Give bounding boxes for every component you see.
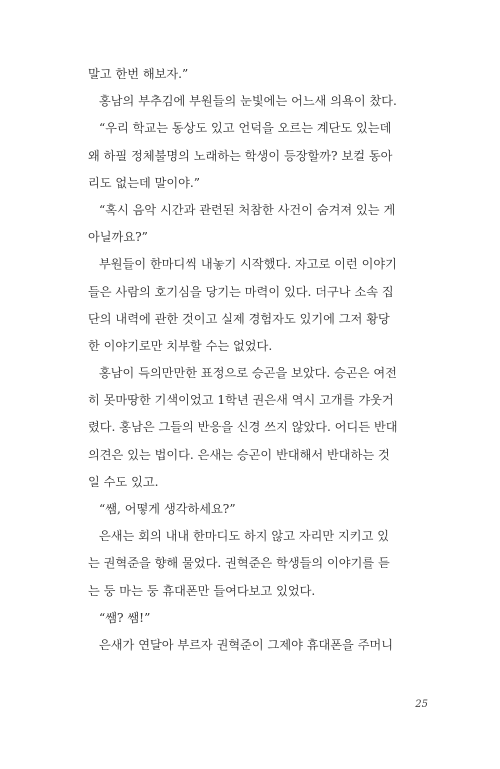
text-line: 은새가 연달아 부르자 권혁준이 그제야 휴대폰을 주머니	[99, 637, 394, 652]
text-line: 렸다. 홍남은 그들의 반응을 신경 쓰지 않았다. 어디든 반대	[88, 420, 398, 435]
text-line: 들은 사람의 호기심을 당기는 마력이 있다. 더구나 소속 집	[88, 284, 394, 299]
text-line: “혹시 음악 시간과 관련된 처참한 사건이 숨겨져 있는 게	[99, 202, 396, 217]
text-line: 왜 하필 정체불명의 노래하는 학생이 등장할까? 보컬 동아	[88, 148, 393, 163]
page-number: 25	[415, 699, 428, 710]
body-text	[88, 61, 430, 659]
text-line: 부원들이 한마디씩 내놓기 시작했다. 자고로 이런 이야기	[99, 257, 397, 272]
text-line: 말고 한번 해보자.”	[88, 67, 189, 81]
text-line: 는 권혁준을 향해 물었다. 권혁준은 학생들의 이야기를 듣	[88, 556, 390, 571]
text-line: “쌤? 쌤!”	[99, 610, 151, 625]
text-line: 단의 내력에 관한 것이고 실제 경험자도 있기에 그저 황당	[88, 311, 390, 326]
text-line: 한 이야기로만 치부할 수는 없었다.	[88, 338, 273, 353]
text-line: 리도 없는데 말이야.”	[88, 175, 201, 190]
text-line: 홍남의 부추김에 부원들의 눈빛에는 어느새 의욕이 찼다.	[99, 94, 397, 109]
text-line: 아닐까요?”	[88, 230, 148, 245]
text-line: 일 수도 있고.	[88, 474, 159, 489]
text-line: 히 못마땅한 기색이었고 1학년 권은새 역시 고개를 갸웃거	[88, 393, 394, 408]
text-line: 홍남이 득의만만한 표정으로 승곤을 보았다. 승곤은 여전	[99, 366, 397, 381]
text-line: 은새는 회의 내내 한마디도 하지 않고 자리만 지키고 있	[99, 529, 390, 544]
text-line: 는 둥 마는 둥 휴대폰만 들여다보고 있었다.	[88, 583, 316, 598]
text-line: “쌤, 어떻게 생각하세요?”	[99, 502, 236, 516]
text-line: “우리 학교는 동상도 있고 언덕을 오르는 계단도 있는데	[99, 121, 392, 136]
text-line: 의견은 있는 법이다. 은새는 승곤이 반대해서 반대하는 것	[88, 447, 390, 462]
